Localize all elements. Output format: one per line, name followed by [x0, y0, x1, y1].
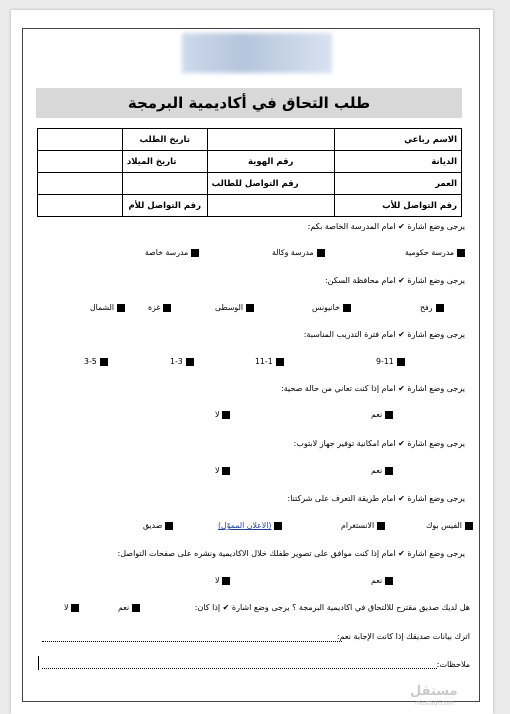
- option-middle[interactable]: الوسطى: [215, 303, 254, 312]
- option-friend[interactable]: صديق: [143, 521, 173, 530]
- checkbox-icon[interactable]: [457, 249, 465, 257]
- checkbox-icon[interactable]: [385, 467, 393, 475]
- father-phone-label: رقم التواصل للأب: [334, 195, 461, 217]
- question-referral-source: يرجى وضع اشارة ✔ امام طريقة التعرف على شركتنا:: [287, 494, 465, 503]
- option-north[interactable]: الشمال: [90, 303, 125, 312]
- question-laptop: يرجى وضع اشارة ✔ امام امكانية توفير جهاز لابتوب:: [293, 439, 465, 448]
- option-facebook[interactable]: الفيس بوك: [426, 521, 473, 530]
- question-school: يرجى وضع اشارة ✔ امام المدرسة الخاصة بكم:: [307, 222, 465, 231]
- empty-cell: [38, 173, 123, 195]
- checkbox-icon[interactable]: [377, 522, 385, 530]
- checkbox-icon[interactable]: [397, 358, 405, 366]
- blurred-logo: [182, 33, 332, 73]
- checkbox-icon[interactable]: [191, 249, 199, 257]
- checkbox-icon[interactable]: [385, 577, 393, 585]
- watermark: مستقل: [410, 684, 458, 699]
- option-health-yes[interactable]: نعم: [371, 410, 393, 419]
- checkbox-icon[interactable]: [317, 249, 325, 257]
- checkbox-icon[interactable]: [163, 304, 171, 312]
- question-training-period: يرجى وضع اشارة ✔ امام فترة التدريب المناسبة:: [303, 330, 465, 339]
- checkbox-icon[interactable]: [276, 358, 284, 366]
- option-laptop-no[interactable]: لا: [215, 466, 230, 475]
- friend-data-label: اترك بيانات صديقك إذا كانت الإجابة نعم:: [336, 632, 470, 641]
- watermark-url: mostaql.com: [415, 700, 454, 707]
- checkbox-icon[interactable]: [165, 522, 173, 530]
- checkbox-icon[interactable]: [246, 304, 254, 312]
- name-label: الاسم رباعي: [334, 129, 461, 151]
- option-1-3[interactable]: 1-3: [170, 357, 194, 366]
- notes-field[interactable]: [42, 668, 437, 669]
- name-value[interactable]: [207, 129, 334, 151]
- student-phone-label: رقم التواصل للطالب: [207, 173, 334, 195]
- question-photo-consent: يرجى وضع اشارة ✔ امام إذا كنت موافق على تصوير طفلك خلال الاكاديمية ونشره على صفحات التواصل:: [117, 549, 465, 558]
- option-rafah[interactable]: رفح: [420, 303, 444, 312]
- checkbox-icon[interactable]: [222, 411, 230, 419]
- father-phone-value[interactable]: [207, 195, 334, 217]
- checkbox-icon[interactable]: [71, 604, 79, 612]
- religion-label: الديانة: [334, 151, 461, 173]
- checkbox-icon[interactable]: [385, 411, 393, 419]
- checkbox-icon[interactable]: [117, 304, 125, 312]
- option-9-11[interactable]: 9-11: [376, 357, 405, 366]
- option-photo-no[interactable]: لا: [215, 576, 230, 585]
- id-number-label: رقم الهوية: [207, 151, 334, 173]
- request-date-value[interactable]: [38, 129, 123, 151]
- friend-data-field[interactable]: [42, 641, 342, 642]
- mother-phone-label: رقم التواصل للأم: [122, 195, 207, 217]
- option-3-5[interactable]: 3-5: [84, 357, 108, 366]
- option-11-1[interactable]: 11-1: [255, 357, 284, 366]
- birth-date-value[interactable]: [38, 151, 123, 173]
- option-government-school[interactable]: مدرسة حكومية: [405, 248, 465, 257]
- checkbox-icon[interactable]: [343, 304, 351, 312]
- option-khanyounis[interactable]: خانيونس: [312, 303, 351, 312]
- notes-label: ملاحظات:: [436, 660, 470, 669]
- option-instagram[interactable]: الانستغرام: [341, 521, 385, 530]
- student-info-table: [37, 128, 462, 217]
- checkbox-icon[interactable]: [436, 304, 444, 312]
- text-cursor: [38, 656, 39, 670]
- question-suggest-friend: هل لديك صديق مقترح للالتحاق في اكاديمية البرمجة ؟ يرجى وضع اشارة ✔ إذا كان:: [194, 603, 470, 612]
- checkbox-icon[interactable]: [222, 577, 230, 585]
- checkbox-icon[interactable]: [465, 522, 473, 530]
- mother-phone-value[interactable]: [38, 195, 123, 217]
- option-friend-no[interactable]: لا: [64, 603, 79, 612]
- option-photo-yes[interactable]: نعم: [371, 576, 393, 585]
- checkbox-icon[interactable]: [100, 358, 108, 366]
- request-date-label: تاريخ الطلب: [122, 129, 207, 151]
- option-private-school[interactable]: مدرسة خاصة: [145, 248, 199, 257]
- option-sponsored-ad[interactable]: (الاعلان المموّل): [218, 521, 282, 530]
- option-health-no[interactable]: لا: [215, 410, 230, 419]
- checkbox-icon[interactable]: [222, 467, 230, 475]
- checkbox-icon[interactable]: [274, 522, 282, 530]
- option-agency-school[interactable]: مدرسة وكالة: [272, 248, 325, 257]
- form-title: طلب التحاق في أكاديمية البرمجة: [36, 88, 462, 118]
- question-health: يرجى وضع اشارة ✔ امام إذا كنت تعاني من حالة صحية:: [281, 384, 465, 393]
- birth-date-label: تاريخ الميلاد: [122, 151, 207, 173]
- checkbox-icon[interactable]: [186, 358, 194, 366]
- student-phone-value[interactable]: [122, 173, 207, 195]
- age-label: العمر: [334, 173, 461, 195]
- option-friend-yes[interactable]: نعم: [118, 603, 140, 612]
- checkbox-icon[interactable]: [132, 604, 140, 612]
- option-gaza[interactable]: غزة: [148, 303, 171, 312]
- question-governorate: يرجى وضع اشارة ✔ امام محافظة السكن:: [324, 276, 465, 285]
- option-laptop-yes[interactable]: نعم: [371, 466, 393, 475]
